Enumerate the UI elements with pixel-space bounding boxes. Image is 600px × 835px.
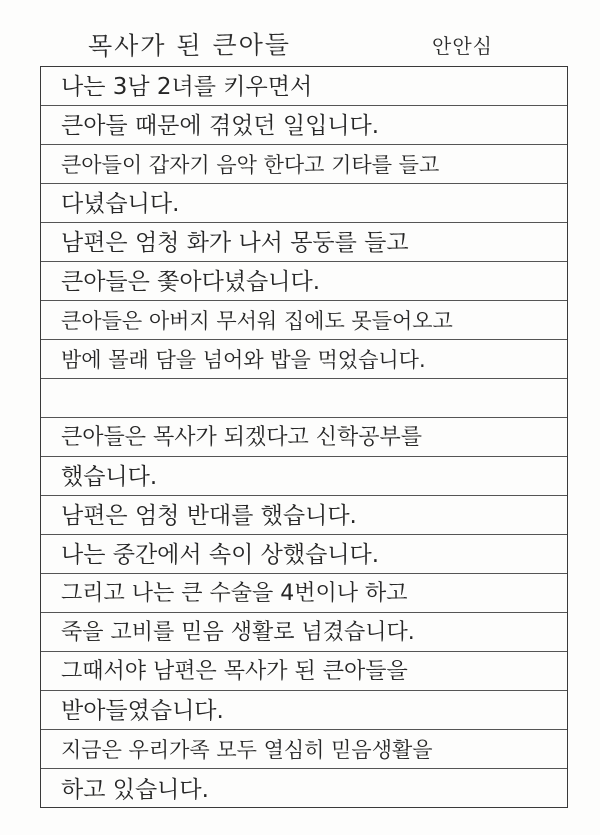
handwritten-line: 밤에 몰래 담을 넘어와 밥을 먹었습니다. [61,348,426,372]
line-row [41,691,567,730]
lined-writing-sheet [40,66,568,808]
handwritten-line: 큰아들이 갑자기 음악 한다고 기타를 들고 [61,153,440,177]
handwritten-line: 지금은 우리가족 모두 열심히 믿음생활을 [61,738,433,762]
handwritten-line: 그때서야 남편은 목사가 된 큰아들을 [61,659,408,684]
line-row [41,379,567,418]
line-row [41,262,567,301]
line-row [41,730,567,769]
handwritten-line: 남편은 엄청 반대를 했습니다. [61,503,357,529]
author-name: 안안심 [432,34,493,58]
line-row [41,457,567,496]
handwritten-line: 큰아들은 쫓아다녔습니다. [61,269,321,295]
handwritten-line: 큰아들은 아버지 무서워 집에도 못들어오고 [61,309,453,333]
handwritten-line: 나는 3남 2녀를 키우면서 [61,74,313,100]
handwritten-line: 다녔습니다. [61,191,180,217]
line-row [41,535,567,574]
handwritten-line: 나는 중간에서 속이 상했습니다. [61,542,380,568]
line-row [41,496,567,535]
line-row [41,652,567,691]
handwritten-line: 하고 있습니다. [61,777,209,803]
handwritten-line: 그리고 나는 큰 수술을 4번이나 하고 [61,581,408,606]
handwritten-line: 했습니다. [61,464,158,490]
line-row [41,574,567,613]
handwritten-line: 남편은 엄청 화가 나서 몽둥를 들고 [61,230,409,256]
line-row [41,184,567,223]
line-row [41,418,567,457]
handwritten-line: 받아들였습니다. [61,698,224,724]
handwritten-line: 큰아들은 목사가 되겠다고 신학공부를 [61,425,423,450]
line-row [41,769,567,808]
line-row [41,301,567,340]
line-row [41,67,567,106]
line-row [41,145,567,184]
handwritten-line: 죽을 고비를 믿음 생활로 넘겼습니다. [61,620,415,645]
essay-title: 목사가 된 큰아들 [87,30,292,61]
line-row [41,613,567,652]
handwritten-line: 큰아들 때문에 겪었던 일입니다. [61,113,380,139]
line-row [41,106,567,145]
line-row [41,223,567,262]
line-row [41,340,567,379]
